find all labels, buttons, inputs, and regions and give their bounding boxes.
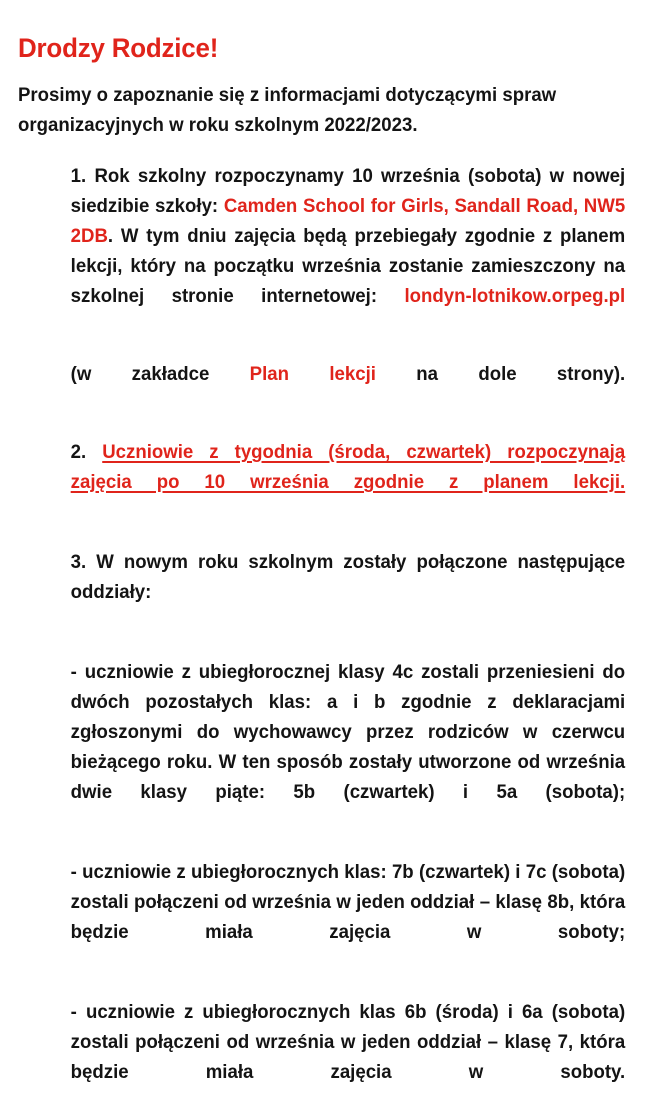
item-1-number: 1. [70,165,87,187]
item-1-text-before-address: Rok szkolny rozpoczynamy 10 września (sobota) w nowej siedzibie szkoły: [70,165,626,217]
bullet-marker-1: - [70,661,77,683]
note-text-after: na dole strony). [416,363,626,385]
bullet-text-3: uczniowie z ubiegłorocznych klas 6b (środa) i 6a (sobota) zostali połączeni od września w jeden oddział – klasę 7, która będzie miała zajęcia w soboty. [70,1001,626,1083]
item-3-number: 3. [70,551,87,573]
intro-line-2: organizacyjnych w roku szkolnym 2022/2023. [18,114,418,136]
school-website-link[interactable]: londyn-lotnikow.orpeg.pl [404,285,626,307]
bullet-marker-2: - [70,861,77,883]
item-3-paragraph [71,527,626,637]
document-header [0,0,659,140]
plan-lekcji-highlight: Plan lekcji [249,363,376,385]
list-item [71,977,626,1117]
note-text-before: (w zakładce [70,363,210,385]
bullet-text-2: uczniowie z ubiegłorocznych klas: 7b (czwartek) i 7c (sobota) zostali połączeni od września w jeden oddział – klasę 8b, która będzie miała zajęcia w soboty; [70,861,626,943]
intro-line-1: Prosimy o zapoznanie się z informacjami dotyczącymi spraw [18,84,557,106]
item-2-text: Uczniowie z tygodnia (środa, czwartek) rozpoczynają zajęcia po 10 września zgodnie z planem lekcji. [70,441,626,493]
bullet-marker-3: - [70,1001,77,1023]
document-body [0,140,658,1117]
item-3-text: W nowym roku szkolnym zostały połączone następujące oddziały: [70,551,626,603]
item-2-number: 2. [70,441,87,463]
intro-paragraph [18,63,624,140]
list-item [71,837,626,977]
item-2-paragraph [71,419,626,527]
bullet-text-1: uczniowie z ubiegłorocznej klasy 4c zostali przeniesieni do dwóch pozostałych klas: a i b zgodnie z deklaracjami zgłoszonymi do wychowawcy przez rodziców w czerwcu bieżącego roku. W ten sposób zostały utworzone od września dwie klasy piąte: 5b (czwartek) i 5a (sobota); [70,661,626,803]
timetable-note [71,341,626,419]
school-address: Camden School for Girls, Sandall Road, NW5 2DB [70,195,626,247]
item-1-text-after-address: . W tym dniu zajęcia będą przebiegały zgodnie z planem lekcji, który na początku września zostanie zamieszczony na szkolnej stronie internetowej: [70,225,626,307]
item-1-paragraph [71,140,626,341]
page-title: Drodzy Rodzice! [18,33,219,63]
list-item [71,637,626,837]
